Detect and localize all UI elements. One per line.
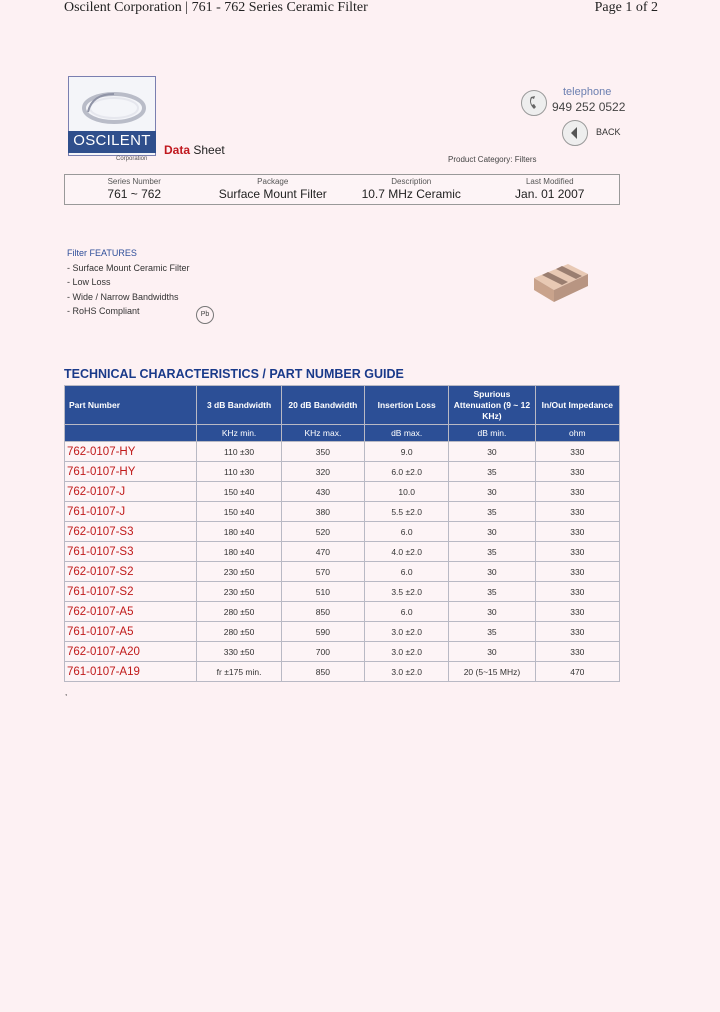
technical-characteristics-title: TECHNICAL CHARACTERISTICS / PART NUMBER GUIDE xyxy=(64,367,404,381)
table-cell: 350 xyxy=(281,442,364,462)
series-summary-table xyxy=(64,174,620,205)
table-cell: 330 xyxy=(535,642,619,662)
package-col xyxy=(204,175,343,204)
table-row xyxy=(65,542,620,562)
table-cell: 330 xyxy=(535,542,619,562)
table-cell: 30 xyxy=(449,602,535,622)
table-row xyxy=(65,562,620,582)
part-number-link[interactable]: 761-0107-S2 xyxy=(65,582,197,602)
header-3db-bandwidth: 3 dB Bandwidth xyxy=(197,386,281,425)
table-cell: 5.5 ±2.0 xyxy=(365,502,449,522)
table-cell: 6.0 ±2.0 xyxy=(365,462,449,482)
part-number-link[interactable]: 762-0107-A5 xyxy=(65,602,197,622)
table-row xyxy=(65,602,620,622)
ring-logo-icon xyxy=(78,86,148,130)
oscilent-logo[interactable] xyxy=(68,76,158,164)
last-modified-col xyxy=(481,175,620,204)
table-cell: 320 xyxy=(281,462,364,482)
table-cell: 180 ±40 xyxy=(197,542,281,562)
description-value: 10.7 MHz Ceramic xyxy=(361,187,461,201)
unit-attenuation: dB min. xyxy=(449,425,535,442)
telephone-number: 949 252 0522 xyxy=(552,100,626,114)
document-title: Oscilent Corporation | 761 - 762 Series Ceramic Filter xyxy=(64,0,368,15)
table-cell: 470 xyxy=(281,542,364,562)
table-header-row xyxy=(65,386,620,425)
table-cell: 280 ±50 xyxy=(197,602,281,622)
table-row xyxy=(65,522,620,542)
table-cell: 4.0 ±2.0 xyxy=(365,542,449,562)
table-cell: 110 ±30 xyxy=(197,462,281,482)
brand-name: OSCILENT xyxy=(73,132,151,149)
table-cell: fr ±175 min. xyxy=(197,662,281,682)
data-word: Data xyxy=(164,143,191,157)
series-number-col xyxy=(65,175,204,204)
table-cell: 330 xyxy=(535,602,619,622)
table-cell: 35 xyxy=(449,542,535,562)
table-cell: 850 xyxy=(281,662,364,682)
table-cell: 3.5 ±2.0 xyxy=(365,582,449,602)
table-row xyxy=(65,442,620,462)
header-impedance: In/Out Impedance xyxy=(535,386,619,425)
table-cell: 30 xyxy=(449,442,535,462)
part-number-table xyxy=(64,385,620,682)
back-link[interactable]: BACK xyxy=(596,127,621,137)
package-header: Package xyxy=(257,177,289,186)
part-number-link[interactable]: 762-0107-HY xyxy=(65,442,197,462)
series-number-header: Series Number xyxy=(107,177,161,186)
telephone-icon[interactable] xyxy=(521,90,547,116)
table-cell: 180 ±40 xyxy=(197,522,281,542)
table-cell: 150 ±40 xyxy=(197,502,281,522)
product-category: Product Category: Filters xyxy=(448,155,537,164)
back-arrow-icon[interactable] xyxy=(562,120,588,146)
features-list xyxy=(67,246,190,319)
part-number-link[interactable]: 761-0107-A19 xyxy=(65,662,197,682)
table-cell: 590 xyxy=(281,622,364,642)
sheet-word: Sheet xyxy=(193,143,225,157)
table-cell: 6.0 xyxy=(365,602,449,622)
feature-item: - Wide / Narrow Bandwidths xyxy=(67,291,179,302)
table-row xyxy=(65,482,620,502)
part-number-link[interactable]: 762-0107-A20 xyxy=(65,642,197,662)
description-header: Description xyxy=(391,177,432,186)
unit-impedance: ohm xyxy=(535,425,619,442)
table-cell: 30 xyxy=(449,482,535,502)
features-title: Filter FEATURES xyxy=(67,248,137,258)
table-cell: 570 xyxy=(281,562,364,582)
table-cell: 9.0 xyxy=(365,442,449,462)
table-cell: 150 ±40 xyxy=(197,482,281,502)
table-cell: 330 xyxy=(535,522,619,542)
table-cell: 20 (5~15 MHz) xyxy=(449,662,535,682)
table-cell: 230 ±50 xyxy=(197,562,281,582)
table-row xyxy=(65,502,620,522)
table-row xyxy=(65,582,620,602)
table-cell: 700 xyxy=(281,642,364,662)
unit-3db: KHz min. xyxy=(197,425,281,442)
header-insertion-loss: Insertion Loss xyxy=(365,386,449,425)
table-cell: 330 xyxy=(535,562,619,582)
lead-free-icon: Pb xyxy=(196,306,214,324)
last-modified-value: Jan. 01 2007 xyxy=(515,187,585,201)
table-row xyxy=(65,622,620,642)
part-number-link[interactable]: 762-0107-S3 xyxy=(65,522,197,542)
table-row xyxy=(65,642,620,662)
last-modified-header: Last Modified xyxy=(525,177,574,186)
brand-corporation: Corporation xyxy=(116,156,148,162)
table-cell: 35 xyxy=(449,462,535,482)
table-cell: 230 ±50 xyxy=(197,582,281,602)
table-cell: 110 ±30 xyxy=(197,442,281,462)
table-cell: 330 xyxy=(535,502,619,522)
table-cell: 850 xyxy=(281,602,364,622)
series-number-value: 761 ~ 762 xyxy=(107,187,162,201)
table-cell: 30 xyxy=(449,562,535,582)
telephone-label: telephone xyxy=(563,86,612,98)
table-cell: 3.0 ±2.0 xyxy=(365,662,449,682)
feature-item: - Low Loss xyxy=(67,277,111,287)
table-cell: 330 ±50 xyxy=(197,642,281,662)
table-cell: 35 xyxy=(449,582,535,602)
header-spurious-attenuation: Spurious Attenuation (9 ~ 12 KHz) xyxy=(449,386,535,425)
table-cell: 10.0 xyxy=(365,482,449,502)
table-cell: 280 ±50 xyxy=(197,622,281,642)
ceramic-filter-chip-icon xyxy=(528,258,592,306)
table-cell: 3.0 ±2.0 xyxy=(365,622,449,642)
table-row xyxy=(65,662,620,682)
table-units-row xyxy=(65,425,620,442)
table-cell: 330 xyxy=(535,622,619,642)
table-cell: 330 xyxy=(535,482,619,502)
table-row xyxy=(65,462,620,482)
feature-item: - RoHS Compliant xyxy=(67,306,140,316)
description-col xyxy=(342,175,481,204)
part-number-link[interactable]: 761-0107-A5 xyxy=(65,622,197,642)
page-indicator: Page 1 of 2 xyxy=(594,0,658,15)
unit-part-number xyxy=(65,425,197,442)
table-cell: 520 xyxy=(281,522,364,542)
part-number-link[interactable]: 762-0107-J xyxy=(65,482,197,502)
table-cell: 330 xyxy=(535,442,619,462)
part-number-link[interactable]: 761-0107-S3 xyxy=(65,542,197,562)
table-cell: 30 xyxy=(449,642,535,662)
table-cell: 470 xyxy=(535,662,619,682)
table-cell: 6.0 xyxy=(365,522,449,542)
table-cell: 30 xyxy=(449,522,535,542)
table-cell: 35 xyxy=(449,502,535,522)
table-cell: 380 xyxy=(281,502,364,522)
page-header xyxy=(0,0,720,18)
table-cell: 6.0 xyxy=(365,562,449,582)
unit-20db: KHz max. xyxy=(281,425,364,442)
table-cell: 3.0 ±2.0 xyxy=(365,642,449,662)
table-cell: 330 xyxy=(535,462,619,482)
table-cell: 430 xyxy=(281,482,364,502)
part-number-link[interactable]: 762-0107-S2 xyxy=(65,562,197,582)
footer-mark: , xyxy=(65,688,68,697)
header-20db-bandwidth: 20 dB Bandwidth xyxy=(281,386,364,425)
table-cell: 510 xyxy=(281,582,364,602)
feature-item: - Surface Mount Ceramic Filter xyxy=(67,262,190,273)
table-cell: 330 xyxy=(535,582,619,602)
header-part-number: Part Number xyxy=(65,386,197,425)
table-cell: 35 xyxy=(449,622,535,642)
unit-loss: dB max. xyxy=(365,425,449,442)
part-number-link[interactable]: 761-0107-J xyxy=(65,502,197,522)
part-number-link[interactable]: 761-0107-HY xyxy=(65,462,197,482)
data-sheet-label xyxy=(164,143,225,157)
package-value: Surface Mount Filter xyxy=(218,187,327,201)
